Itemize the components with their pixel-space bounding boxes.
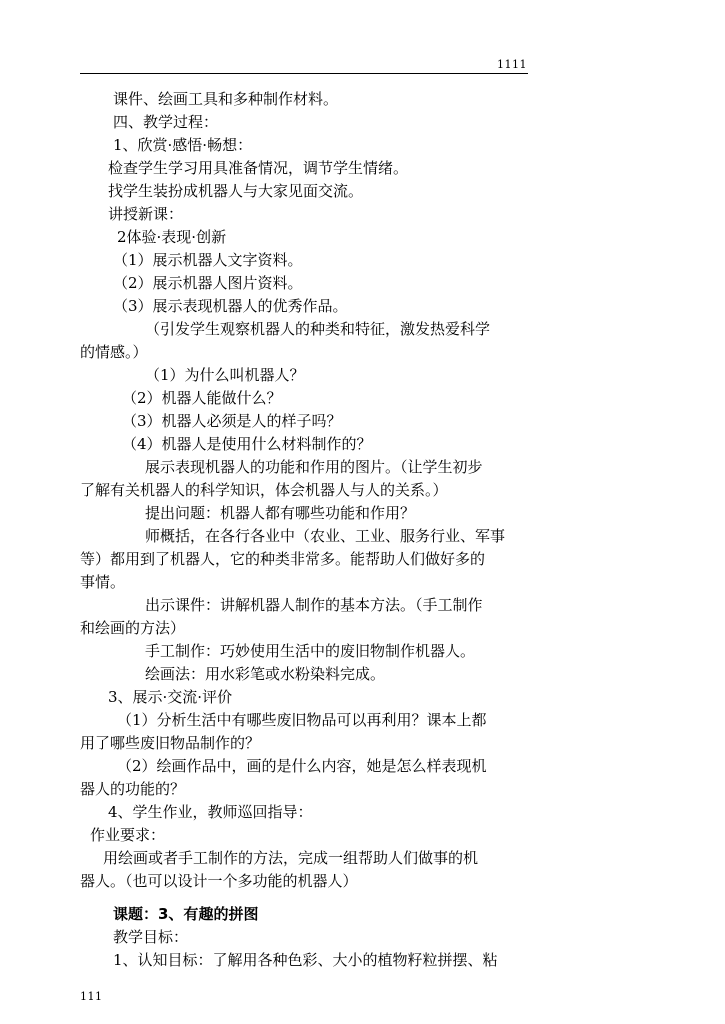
text-line: 作业要求： <box>90 826 166 844</box>
text-line: 3、展示·交流·评价 <box>108 688 233 706</box>
text-line: 课件、绘画工具和多种制作材料。 <box>113 90 339 108</box>
text-line: 1、欣赏·感悟·畅想： <box>113 136 253 154</box>
text-line: 手工制作：巧妙使用生活中的废旧物制作机器人。 <box>145 642 476 660</box>
text-line: 和绘画的方法） <box>80 619 186 637</box>
text-line: 提出问题：机器人都有哪些功能和作用？ <box>145 504 416 522</box>
text-line: 出示课件：讲解机器人制作的基本方法。（手工制作 <box>145 596 483 614</box>
text-line: （4）机器人是使用什么材料制作的？ <box>122 435 372 453</box>
text-line: （引发学生观察机器人的种类和特征，激发热爱科学 <box>145 320 491 338</box>
text-line: 2体验·表现·创新 <box>117 228 227 246</box>
text-line: 等）都用到了机器人，它的种类非常多。能帮助人们做好多的 <box>80 550 486 568</box>
text-line: 四、教学过程： <box>113 113 219 131</box>
lesson-heading: 课题：3、有趣的拼图 <box>113 905 259 923</box>
text-line: （1）为什么叫机器人？ <box>145 366 305 384</box>
text-line: 找学生装扮成机器人与大家见面交流。 <box>108 182 364 200</box>
text-line: （1）展示机器人文字资料。 <box>113 251 303 269</box>
text-line: 用绘画或者手工制作的方法，完成一组帮助人们做事的机 <box>103 849 479 867</box>
text-line: （2）展示机器人图片资料。 <box>113 274 303 292</box>
text-line: 教学目标： <box>113 928 189 946</box>
text-line: 器人的功能的？ <box>80 780 186 798</box>
text-line: （2）机器人能做什么？ <box>122 389 282 407</box>
text-line: （3）机器人必须是人的样子吗？ <box>122 412 342 430</box>
page-number-bottom: 111 <box>80 990 103 1003</box>
text-line: 1、认知目标：了解用各种色彩、大小的植物籽粒拼摆、粘 <box>113 951 498 969</box>
text-line: （2）绘画作品中，画的是什么内容，她是怎么样表现机 <box>117 757 487 775</box>
text-line: （3）展示表现机器人的优秀作品。 <box>113 297 348 315</box>
text-line: 器人。（也可以设计一个多功能的机器人） <box>80 872 358 890</box>
text-line: 用了哪些废旧物品制作的？ <box>80 734 261 752</box>
text-line: 检查学生学习用具准备情况，调节学生情绪。 <box>108 159 409 177</box>
text-line: 的情感。） <box>80 343 148 361</box>
header-rule <box>80 73 528 74</box>
text-line: （1）分析生活中有哪些废旧物品可以再利用？课本上都 <box>117 711 487 729</box>
text-line: 了解有关机器人的科学知识，体会机器人与人的关系。） <box>80 481 448 499</box>
page-number-top: 1111 <box>497 58 527 71</box>
text-line: 4、学生作业，教师巡回指导： <box>108 803 313 821</box>
text-line: 展示表现机器人的功能和作用的图片。（让学生初步 <box>145 458 483 476</box>
text-line: 事情。 <box>80 573 126 591</box>
text-line: 绘画法：用水彩笔或水粉染料完成。 <box>145 665 386 683</box>
text-line: 讲授新课： <box>108 205 184 223</box>
text-line: 师概括，在各行各业中（农业、工业、服务行业、军事 <box>145 527 506 545</box>
